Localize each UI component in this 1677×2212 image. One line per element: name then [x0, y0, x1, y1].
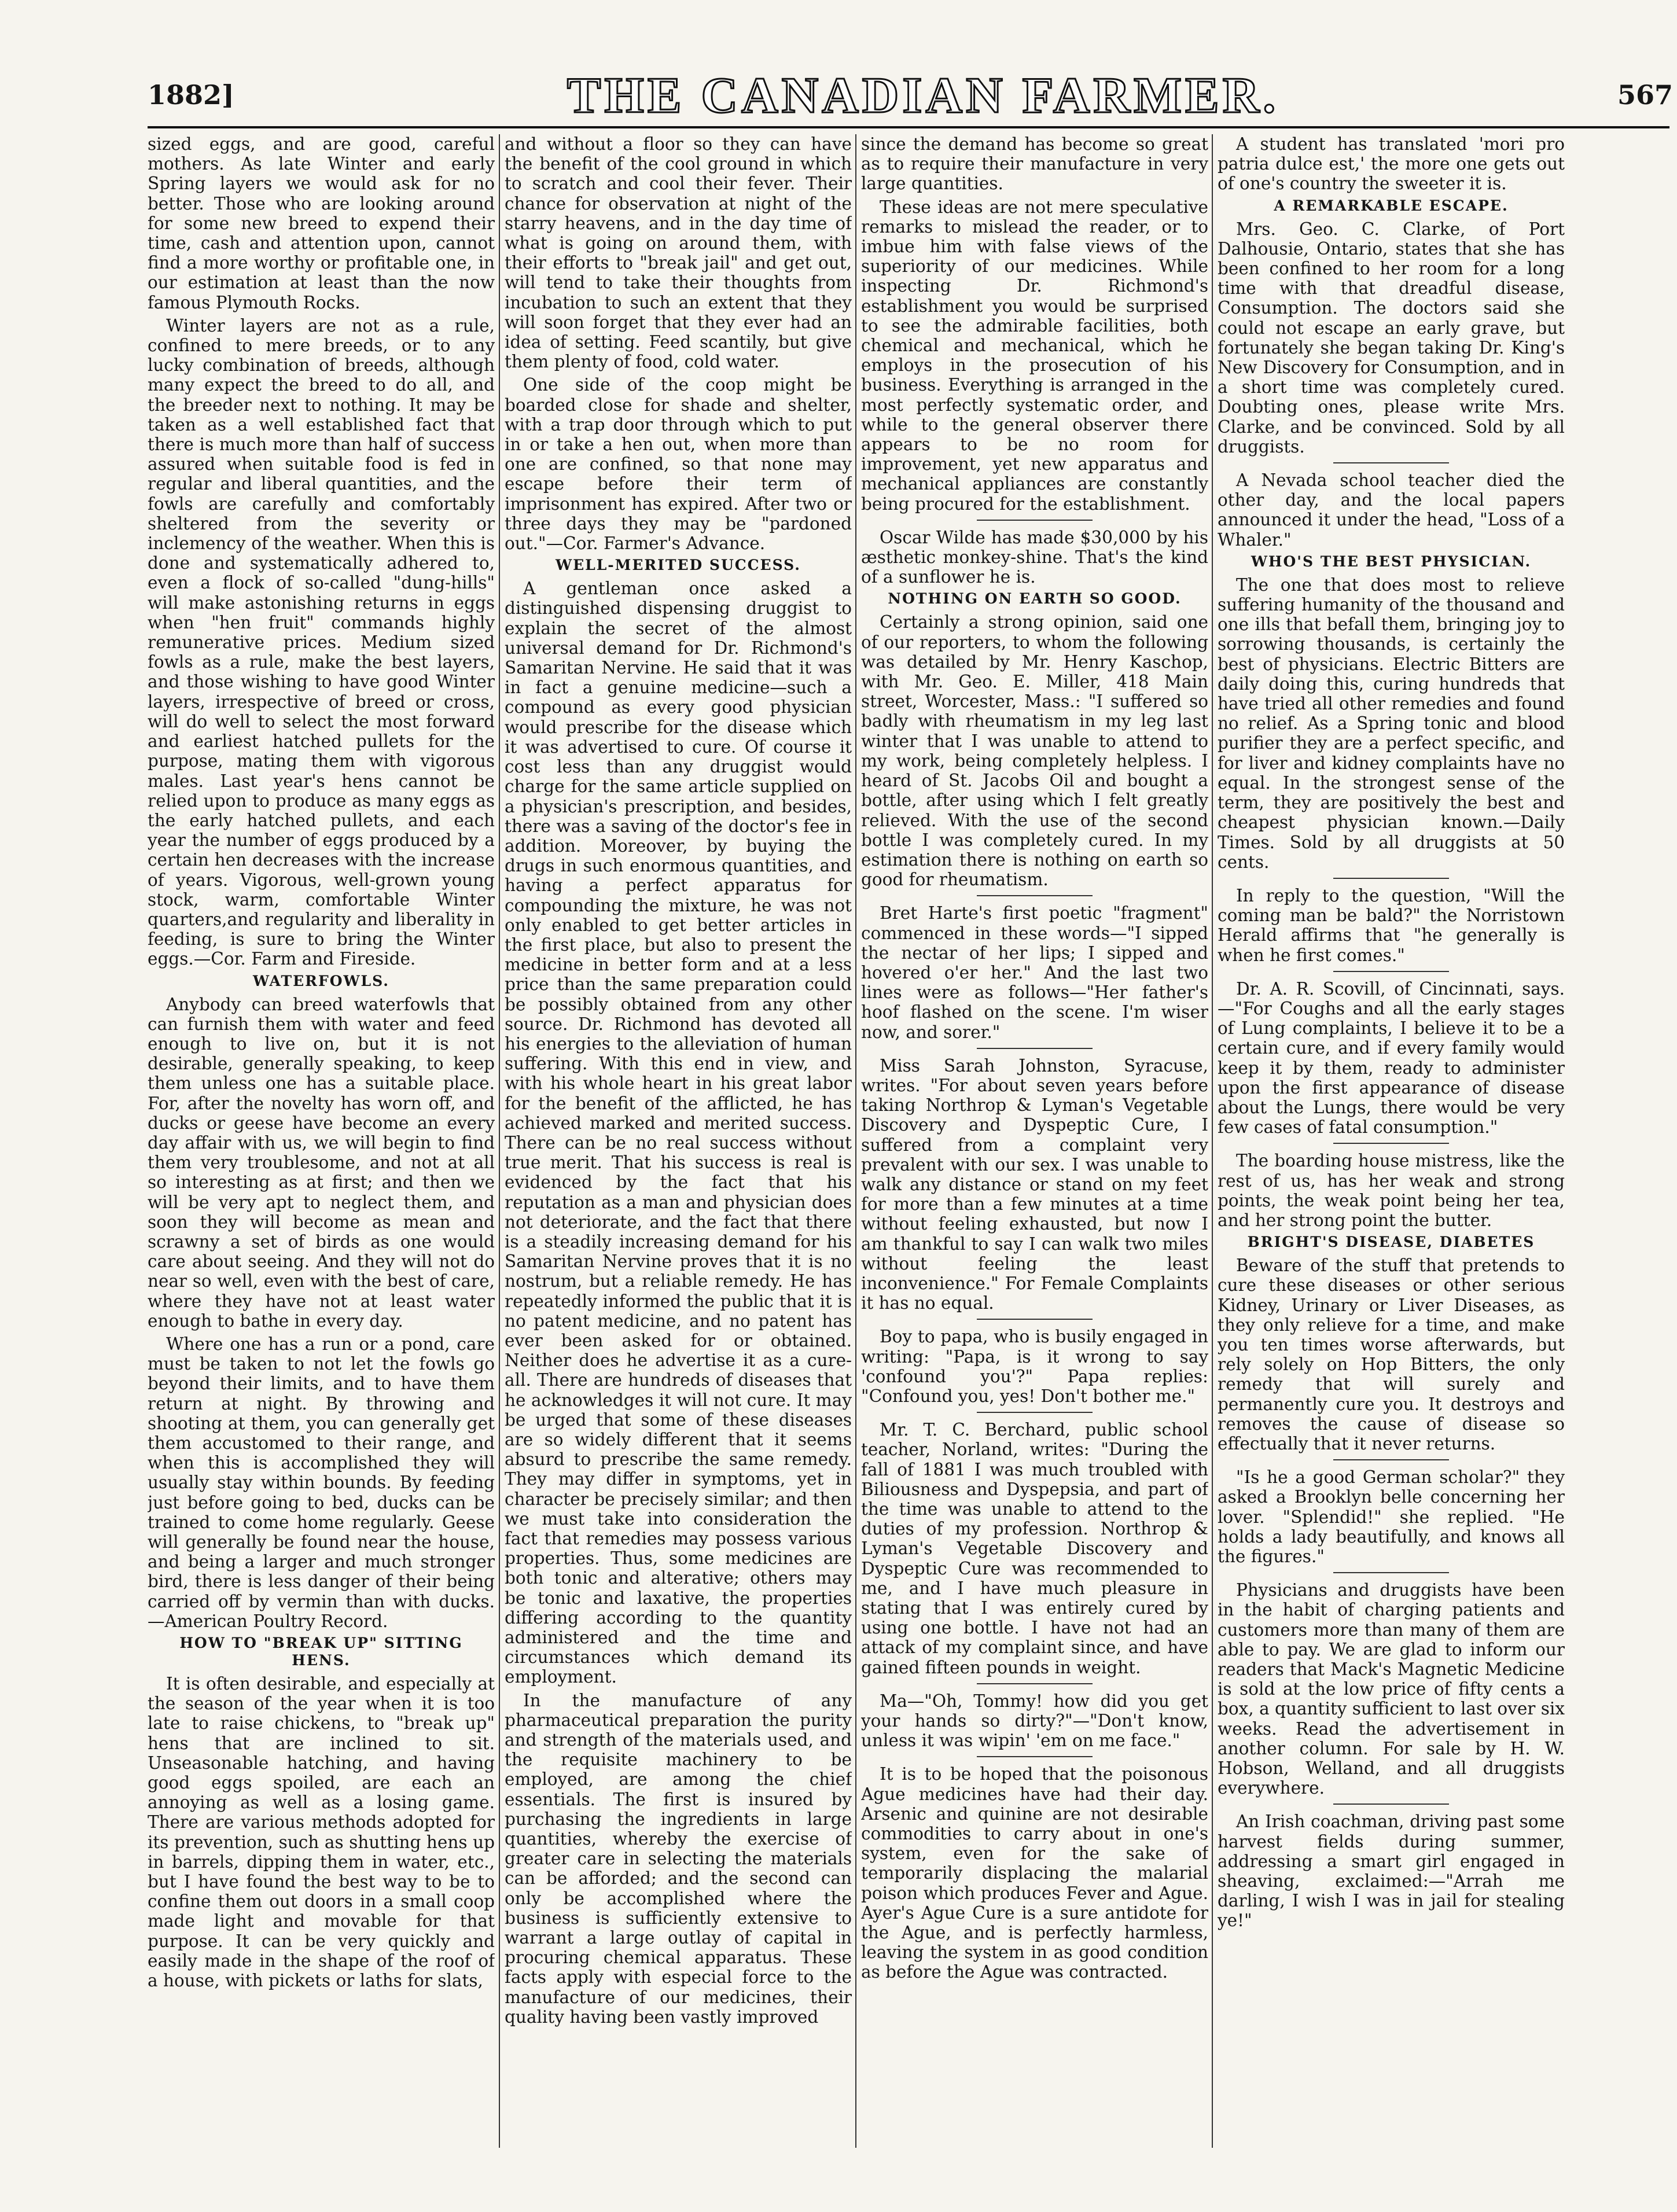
article-separator	[977, 1048, 1093, 1049]
article-separator	[977, 1756, 1093, 1757]
article-separator	[1333, 878, 1449, 879]
article-separator	[977, 520, 1093, 521]
article-heading: BRIGHT'S DISEASE, DIABETES	[1247, 1234, 1535, 1251]
article-paragraph: The boarding house mistress, like the rest of us, has her weak and strong points, the weak point being her tea, and her strong point the butter.	[1218, 1151, 1565, 1230]
article-paragraph: Boy to papa, who is busily engaged in writing: "Papa, is it wrong to say 'confound you'?" Papa replies: "Confound you, yes! Don't bother me."	[861, 1327, 1208, 1406]
article-paragraph: "Is he a good German scholar?" they asked a Brooklyn belle concerning her lover. "Splendid!" she replied. "He holds a lady beautifully, and knows all the figures."	[1218, 1467, 1565, 1566]
article-separator	[1333, 1143, 1449, 1144]
article-paragraph: Where one has a run or a pond, care must be taken to not let the fowls go beyond their limits, and to have them return at night. By throwing and shooting at them, you can generally get them accustomed to their range, and when this is accomplished they will usually stay within bounds. By feeding just before going to bed, ducks can be trained to come home regularly. Geese will generally be found near the house, and being a larger and much stronger bird, there is less danger of their being carried off by vermin than with ducks.—American Poultry Record.	[148, 1334, 495, 1631]
article-separator	[977, 1412, 1093, 1413]
article-paragraph: One side of the coop might be boarded close for shade and shelter, with a trap door through which to put in or take a hen out, when more than one are confined, so that none may escape before their term of imprisonment has expired. After two or three days they may be "pardoned out."—Cor. Farmer's Advance.	[505, 375, 852, 554]
article-heading: WATERFOWLS.	[253, 972, 389, 989]
column-2	[505, 134, 852, 2165]
article-heading: A REMARKABLE ESCAPE.	[1274, 197, 1509, 214]
article-separator	[1333, 971, 1449, 972]
article-separator	[977, 1683, 1093, 1684]
article-separator	[1333, 1572, 1449, 1573]
column-4	[1218, 134, 1565, 2165]
article-paragraph: sized eggs, and are good, careful mothers. As late Winter and early Spring layers we would ask for no better. Those who are looking around for some new breed to expend their time, cash and attention upon, cannot find a more worthy or profitable one, in our estimation at least than the now famous Plymouth Rocks.	[148, 134, 495, 312]
article-paragraph: Dr. A. R. Scovill, of Cincinnati, says.—"For Coughs and all the early stages of Lung complaints, I believe it to be a certain cure, and if every family would keep it by them, ready to administer upon the first appearance of disease about the Lungs, there would be very few cases of fatal consumption."	[1218, 978, 1565, 1138]
article-paragraph: since the demand has become so great as to require their manufacture in very large quantities.	[861, 134, 1208, 194]
article-paragraph: Oscar Wilde has made $30,000 by his æsthetic monkey-shine. That's the kind of a sunflower he is.	[861, 527, 1208, 587]
article-paragraph: In the manufacture of any pharmaceutical preparation the purity and strength of the materials used, and the requisite machinery to be employed, are among the chief essentials. The first is insured by purchasing the ingredients in large quantities, whereby the exercise of greater care in selecting the materials can be afforded; and the second can only be accomplished where the business is sufficiently extensive to warrant a large outlay of capital in procuring chemical apparatus. These facts apply with especial force to the manufacture of our medicines, their quality having been vastly improved	[505, 1690, 852, 2027]
article-separator	[1333, 1459, 1449, 1460]
article-paragraph: Winter layers are not as a rule, confined to mere breeds, or to any lucky combination of breeds, although many expect the breed to do all, and the breeder next to nothing. It may be taken as a well established fact that there is much more than half of success assured when suitable food is fed in regular and liberal quantities, and the fowls are carefully and comfortably sheltered from the severity or inclemency of the weather. When this is done and systematically adhered to, even a flock of so-called "dung-hills" will make astonishing returns in eggs when "hen fruit" commands highly remunerative prices. Medium sized fowls as a rule, make the best layers, and those wishing to have good Winter layers, irrespective of breed or cross, will do well to select the most forward and earliest hatched pullets for the purpose, mating them with vigorous males. Last year's hens cannot be relied upon to produce as many eggs as the early hatched pullets, and each year the number of eggs produced by a certain hen decreases with the increase of years. Vigorous, well-grown young stock, warm, comfortable Winter quarters,and regularity and liberality in feeding, is sure to bring the Winter eggs.—Cor. Farm and Fireside.	[148, 315, 495, 969]
article-paragraph: An Irish coachman, driving past some harvest fields during summer, addressing a smart girl engaged in sheaving, exclaimed:—"Arrah me darling, I wish I was in jail for stealing ye!"	[1218, 1812, 1565, 1931]
article-paragraph: Mr. T. C. Berchard, public school teacher, Norland, writes: "During the fall of 1881 I was much troubled with Biliousness and Dyspepsia, and part of the time was unable to attend to the duties of my profession. Northrop & Lyman's Vegetable Discovery and Dyspeptic Cure was recommended to me, and I have much pleasure in stating that I was entirely cured by using one bottle. I have not had an attack of my complaint since, and have gained fifteen pounds in weight.	[861, 1420, 1208, 1677]
article-paragraph: These ideas are not mere speculative remarks to mislead the reader, or to imbue him with false views of the superiority of our medicines. While inspecting Dr. Richmond's establishment you would be surprised to see the admirable facilities, both chemical and mechanical, which he employs in the prosecution of his business. Everything is arranged in the most perfectly systematic order, and while to the general observer there appears to be no room for improvement, yet new apparatus and mechanical appliances are constantly being procured for the establishment.	[861, 197, 1208, 514]
article-paragraph: Miss Sarah Johnston, Syracuse, writes. "For about seven years before taking Northrop & Lyman's Vegetable Discovery and Dyspeptic Cure, I suffered from a complaint very prevalent with our sex. I was unable to walk any distance or stand on my feet for more than a few minutes at a time without feeling exhausted, but now I am thankful to say I can walk two miles without feeling the least inconvenience." For Female Complaints it has no equal.	[861, 1055, 1208, 1313]
article-paragraph: Physicians and druggists have been in the habit of charging patients and customers more than many of them are able to pay. We are glad to inform our readers that Mack's Magnetic Medicine is sold at the low price of fifty cents a box, a quantity sufficient to last over six weeks. Read the advertisement in another column. For sale by H. W. Hobson, Welland, and all druggists everywhere.	[1218, 1580, 1565, 1798]
page-number: 567	[1617, 79, 1674, 111]
column-3	[861, 134, 1208, 2165]
article-paragraph: A Nevada school teacher died the other day, and the local papers announced it under the head, "Loss of a Whaler."	[1218, 470, 1565, 550]
article-heading: WELL-MERITED SUCCESS.	[556, 557, 801, 574]
column-1	[148, 134, 495, 2165]
article-paragraph: Anybody can breed waterfowls that can furnish them with water and feed enough to live on, but it is not desirable, generally speaking, to keep them unless one has a suitable place. For, after the novelty has worn off, and ducks or geese have become an every day affair with us, we will begin to find them very troublesome, and not at all so interesting as at first; and then we will be very apt to neglect them, and soon they will become as mean and scrawny a set of birds as one would care about seeing. And they will not do near so well, even with the best of care, where they have not at least water enough to bathe in every day.	[148, 994, 495, 1331]
column-rule	[1212, 134, 1213, 2148]
article-paragraph: Mrs. Geo. C. Clarke, of Port Dalhousie, Ontario, states that she has been confined to her room for a long time with that dreadful disease, Consumption. The doctors said she could not escape an early grave, but fortunately she began taking Dr. King's New Discovery for Consumption, and in a short time was completely cured. Doubting ones, please write Mrs. Clarke, and be convinced. Sold by all druggists.	[1218, 219, 1565, 457]
article-heading: HOW TO "BREAK UP" SITTING HENS.	[179, 1635, 463, 1669]
column-rule	[499, 134, 500, 2148]
column-rule	[855, 134, 856, 2148]
article-paragraph: Beware of the stuff that pretends to cure these diseases or other serious Kidney, Urinary or Liver Diseases, as they only relieve for a time, and make you ten times worse afterwards, but rely solely on Hop Bitters, the only remedy that will surely and permanently cure you. It destroys and removes the cause of disease so effectually that it never returns.	[1218, 1256, 1565, 1453]
article-separator	[1333, 462, 1449, 463]
article-heading: NOTHING ON EARTH SO GOOD.	[888, 590, 1182, 608]
article-heading: WHO'S THE BEST PHYSICIAN.	[1251, 553, 1532, 570]
header-rule	[148, 126, 1669, 128]
article-paragraph: Ma—"Oh, Tommy! how did you get your hands so dirty?"—"Don't know, unless it was wipin' 'em on me face."	[861, 1691, 1208, 1751]
article-paragraph: In reply to the question, "Will the coming man be bald?" the Norristown Herald affirms that "he generally is when he first comes."	[1218, 885, 1565, 965]
article-paragraph: and without a floor so they can have the benefit of the cool ground in which to scratch and cool their fever. Their chance for observation at night of the starry heavens, and in the day time of what is going on around them, with their efforts to "break jail" and get out, will tend to take their thoughts from incubation to such an extent that they will soon forget that they ever had an idea of setting. Feed scantily, but give them plenty of food, cold water.	[505, 134, 852, 372]
article-paragraph: Bret Harte's first poetic "fragment" commenced in these words—"I sipped the nectar of her lips; I sipped and hovered o'er her." And the last two lines were as follows—"Her father's hoof flashed on the scene. I'm wiser now, and sorer."	[861, 903, 1208, 1042]
article-paragraph: It is often desirable, and especially at the season of the year when it is too late to raise chickens, to "break up" hens that are inclined to sit. Unseasonable hatching, and having good eggs spoiled, are each an annoying as well as a losing game. There are various methods adopted for its prevention, such as shutting hens up in barrels, dipping them in water, etc., but I have found the best way to be to confine them out doors in a small coop made light and movable for that purpose. It can be very quickly and easily made in the shape of the roof of a house, with pickets or laths for slats,	[148, 1674, 495, 1991]
issue-year: 1882]	[148, 79, 234, 111]
masthead	[148, 67, 1677, 122]
article-paragraph: It is to be hoped that the poisonous Ague medicines have had their day. Arsenic and quinine are not desirable commodities to carry about in one's system, even for the sake of temporarily displacing the malarial poison which produces Fever and Ague. Ayer's Ague Cure is a sure antidote for the Ague, and is perfectly harmless, leaving the system in as good condition as before the Ague was contracted.	[861, 1764, 1208, 1982]
article-paragraph: A gentleman once asked a distinguished dispensing druggist to explain the secret of the almost universal demand for Dr. Richmond's Samaritan Nervine. He said that it was in fact a genuine medicine—such a compound as every good physician would prescribe for the disease which it was advertised to cure. Of course it cost less than any druggist would charge for the same article supplied on a physician's prescription, and besides, there was a saving of the doctor's fee in addition. Moreover, by buying the drugs in such enormous quantities, and having a perfect apparatus for compounding the mixture, he was not only enabled to get better articles in the first place, but also to present the medicine in better form and at a less price than the same preparation could be possibly obtained from any other source. Dr. Richmond has devoted all his energies to the alleviation of human suffering. With this end in view, and with his whole heart in his great labor for the benefit of the afflicted, he has achieved marked and merited success. There can be no real success without true merit. That his success is real is evidenced by the fact that his reputation as a man and physician does not deteriorate, and the fact that there is a steadily increasing demand for his Samaritan Nervine proves that it is no nostrum, but a reliable remedy. He has repeatedly informed the public that it is no patent medicine, and no patent has ever been asked for or obtained. Neither does he advertise it as a cure-all. There are hundreds of diseases that he acknowledges it will not cure. It may be urged that some of these diseases are so widely different that it seems absurd to prescribe the same remedy. They may differ in symptoms, yet in character be precisely similar; and then we must take into consideration the fact that remedies may possess various properties. Thus, some medicines are both tonic and alterative; others may be tonic and laxative, the properties differing according to the quantity administered and the time and circumstances which demand its employment.	[505, 579, 852, 1687]
article-paragraph: Certainly a strong opinion, said one of our reporters, to whom the following was detailed by Mr. Henry Kaschop, with Mr. Geo. E. Miller, 418 Main street, Worcester, Mass.: "I suffered so badly with rheumatism in my leg last winter that I was unable to attend to my work, being completely helpless. I heard of St. Jacobs Oil and bought a bottle, after using which I felt greatly relieved. With the use of the second bottle I was completely cured. In my estimation there is nothing on earth so good for rheumatism.	[861, 612, 1208, 890]
newspaper-title: THE CANADIAN FARMER.	[567, 68, 1279, 124]
article-paragraph: The one that does most to relieve suffering humanity of the thousand and one ills that befall them, bringing joy to sorrowing thousands, is certainly the best of physicians. Electric Bitters are daily doing this, curing hundreds that have tried all other remedies and found no relief. As a Spring tonic and blood purifier they are a perfect specific, and for liver and kidney complaints have no equal. In the strongest sense of the term, they are positively the best and cheapest physician known.—Daily Times. Sold by all druggists at 50 cents.	[1218, 575, 1565, 872]
article-separator	[977, 1319, 1093, 1320]
article-separator	[1333, 1804, 1449, 1805]
article-paragraph: A student has translated 'mori pro patria dulce est,' the more one gets out of one's country the sweeter it is.	[1218, 134, 1565, 194]
article-separator	[977, 895, 1093, 896]
